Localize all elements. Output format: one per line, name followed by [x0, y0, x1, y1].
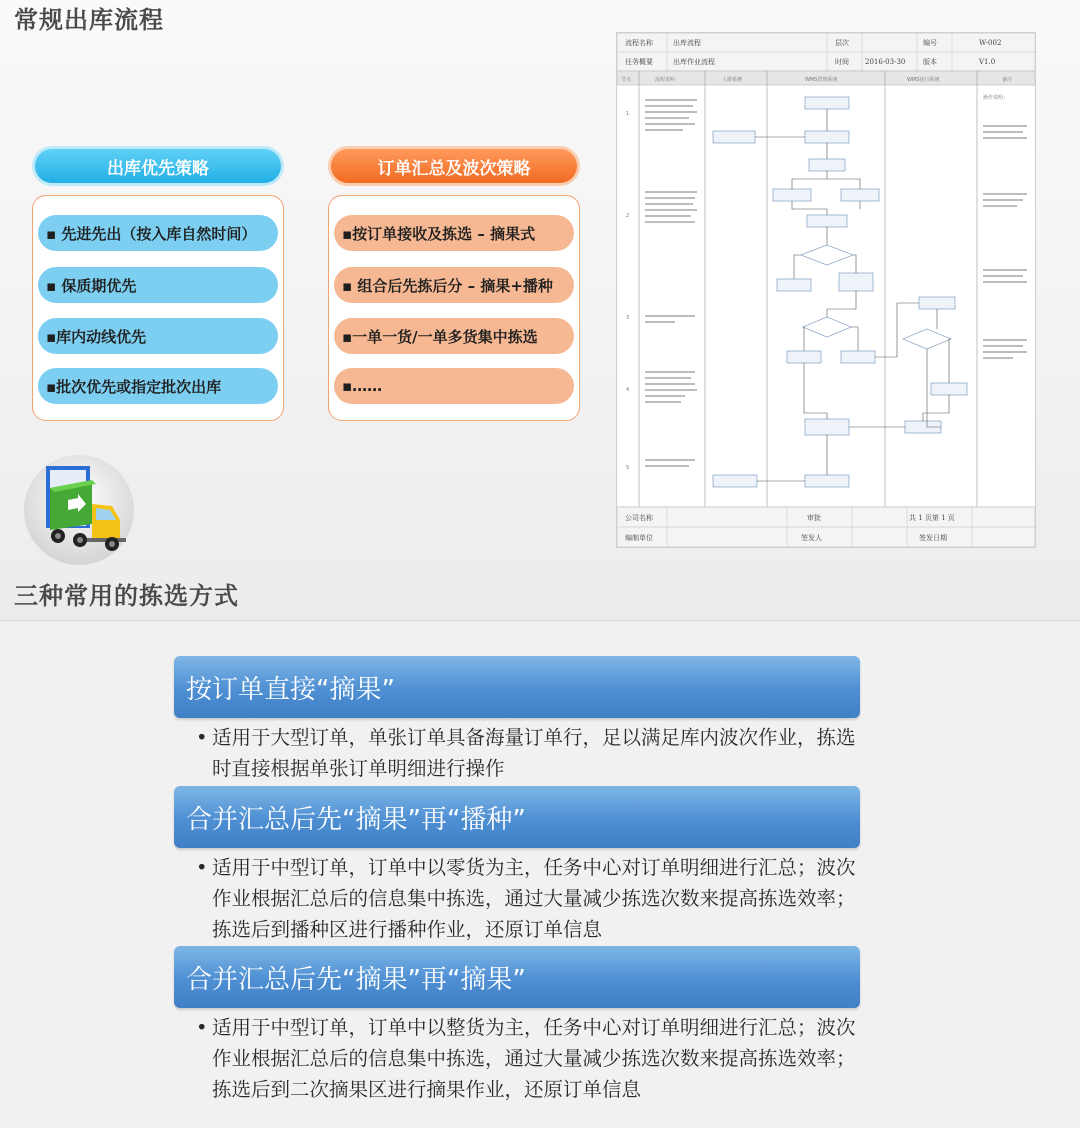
strategy-left-item: ▪库内动线优先: [38, 318, 278, 354]
fc-col: 流程说明: [655, 77, 676, 83]
strategy-right-item: ▪ 组合后先拣后分 – 摘果+播种: [334, 267, 574, 303]
method-description-text: 适用于中型订单，订单中以整货为主，任务中心对订单明细进行汇总；波次作业根据汇总后的信息集中拣选，通过大量减少拣选次数来提高拣选效率；拣选后到二次摘果区进行摘果作业，还原订单信息: [212, 1016, 856, 1101]
divider: [0, 620, 1080, 621]
fc-name: 出库流程: [673, 39, 701, 47]
fc-col: 备注: [1002, 77, 1013, 83]
fc-col: WMS执行系统: [907, 77, 940, 83]
method-description-text: 适用于中型订单，订单中以零货为主，任务中心对订单明细进行汇总；波次作业根据汇总后的信息集中拣选，通过大量减少拣选次数来提高拣选效率；拣选后到播种区进行播种作业，还原订单信息: [212, 856, 856, 941]
fc-time: 2016-03-30: [865, 58, 906, 66]
method-description: [196, 722, 856, 784]
fc-row: 2: [626, 213, 630, 219]
fc-row: 4: [626, 387, 630, 393]
fc-col: 节点: [621, 77, 632, 83]
bullet: •: [196, 1016, 208, 1039]
bullet: •: [196, 726, 208, 749]
fc-level-label: 层次: [835, 39, 849, 47]
strategy-right-item: ▪一单一货/一单多货集中拣选: [334, 318, 574, 354]
fc-row: 3: [626, 315, 630, 321]
fc-code: W-002: [979, 39, 1002, 47]
method-title-bar: 合并汇总后先“摘果”再“摘果”: [174, 946, 860, 1008]
fc-unit-label: 编制单位: [625, 534, 653, 542]
fc-col: WMS管理系统: [805, 77, 838, 83]
fc-row: 1: [626, 111, 630, 117]
method-title-bar: 合并汇总后先“摘果”再“播种”: [174, 786, 860, 848]
fc-time-label: 时间: [835, 58, 849, 66]
fc-version: V1.0: [979, 58, 996, 66]
fc-summary-label: 任务概要: [625, 58, 653, 66]
fc-approve-label: 审批: [807, 514, 821, 522]
method-description-text: 适用于大型订单，单张订单具备海量订单行，足以满足库内波次作业，拣选时直接根据单张订单明细进行操作: [212, 726, 856, 780]
method-title-bar: 按订单直接“摘果”: [174, 656, 860, 718]
section-title-outbound-process: 常规出库流程: [14, 6, 164, 34]
fc-page: 共 1 页第 1 页: [909, 514, 955, 522]
fc-name-label: 流程名称: [625, 39, 653, 47]
fc-company-label: 公司名称: [625, 514, 653, 522]
fc-summary: 出库作业流程: [673, 58, 715, 66]
strategy-left-item: ▪ 先进先出（按入库自然时间）: [38, 215, 278, 251]
strategy-right-title: 订单汇总及波次策略: [328, 146, 580, 186]
fc-sign-label: 签发人: [801, 534, 822, 542]
strategy-left-title: 出库优先策略: [32, 146, 284, 186]
fc-col: 上游系统: [722, 77, 743, 83]
method-description: [196, 852, 856, 945]
fc-code-label: 编号: [923, 39, 937, 47]
strategy-right-item: ▪……: [334, 368, 574, 404]
strategy-right-item: ▪按订单接收及拣选 – 摘果式: [334, 215, 574, 251]
truck-icon: [22, 454, 136, 566]
fc-version-label: 版本: [923, 58, 937, 66]
fc-row: 5: [626, 465, 630, 471]
fc-notes-title: 操作说明：: [983, 95, 1009, 101]
fc-date-label: 签发日期: [919, 534, 947, 542]
method-description: [196, 1012, 856, 1105]
outbound-flowchart: [616, 32, 1036, 548]
strategy-left-item: ▪批次优先或指定批次出库: [38, 368, 278, 404]
bullet: •: [196, 856, 208, 879]
section-title-picking-methods: 三种常用的拣选方式: [14, 582, 239, 610]
strategy-left-item: ▪ 保质期优先: [38, 267, 278, 303]
